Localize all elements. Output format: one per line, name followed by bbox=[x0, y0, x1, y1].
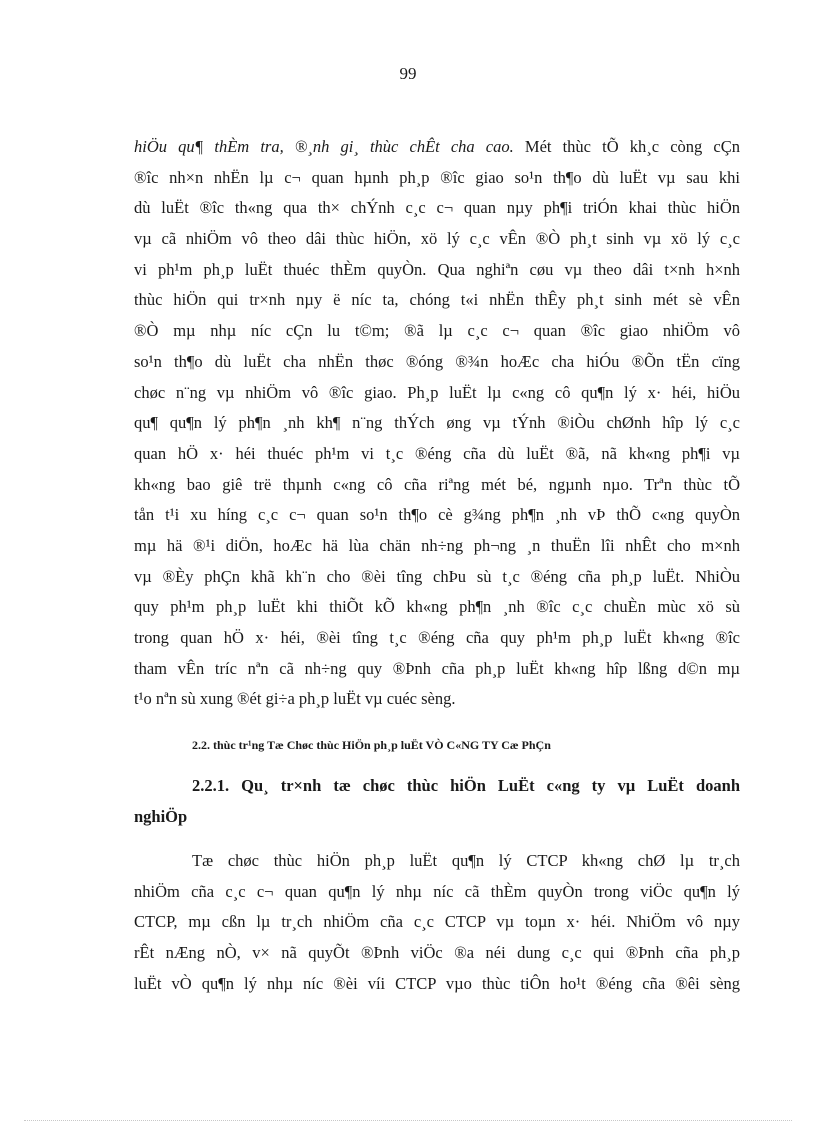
line-text: mµ hä ®¹i diÖn, hoÆc hä lùa chän nh÷ng ph¬ng ¸n thuËn lîi nhÊt cho m×nh bbox=[134, 535, 740, 555]
line-text: qu¶ qu¶n lý ph¶n ¸nh kh¶ n¨ng thÝch øng vµ tÝnh ®iÒu chØnh hîp lý c¸c bbox=[134, 413, 740, 433]
text-line bbox=[134, 132, 740, 163]
text-line bbox=[134, 500, 740, 531]
line-text: trong quan hÖ x· héi, ®èi tîng t¸c ®éng cña quy ph¹m ph¸p luËt kh«ng ®îc bbox=[134, 628, 740, 647]
text-line bbox=[134, 378, 740, 409]
text-line: CTCP, mµ cßn lµ tr¸ch nhiÖm cña c¸c CTCP vµ toµn x· héi. NhiÖm vô nµy bbox=[134, 912, 740, 932]
text-line bbox=[134, 562, 740, 593]
section-heading: 2.2. thùc tr¹ng Tæ Chøc thùc HiÖn ph¸p luËt VÒ C«NG TY Cæ PhÇn bbox=[192, 738, 551, 752]
subsection-heading-line: 2.2.1. Qu¸ tr×nh tæ chøc thùc hiÖn LuËt c«ng ty vµ LuËt doanh bbox=[192, 776, 740, 795]
line-text: tham vÊn tríc nªn cã nh÷ng quy ®Þnh cña ph¸p luËt kh«ng hîp lßng d©n mµ bbox=[134, 658, 740, 678]
text-line: luËt vÒ qu¶n lý nhµ níc ®èi víi CTCP vµo thùc tiÔn ho¹t ®éng cña ®êi sèng bbox=[134, 973, 740, 993]
text-line bbox=[134, 623, 740, 654]
text-line bbox=[134, 408, 740, 439]
text-line: rÊt nÆng nÒ, v× nã quyÕt ®Þnh viÖc ®a néi dung c¸c qui ®Þnh cña ph¸p bbox=[134, 943, 740, 963]
text-line bbox=[134, 193, 740, 224]
text-line bbox=[134, 163, 740, 194]
line-text: dù luËt ®îc th«ng qua th× chÝnh c¸c c¬ quan nµy ph¶i triÓn khai thùc hiÖn bbox=[134, 198, 740, 218]
body-paragraph bbox=[134, 846, 740, 999]
line-text: thùc hiÖn qui tr×nh nµy ë níc ta, chóng t«i nhËn thÊy ph¸t sinh mét sè vÊn bbox=[134, 290, 740, 310]
text-line bbox=[134, 285, 740, 316]
text-line: Tæ chøc thùc hiÖn ph¸p luËt qu¶n lý CTCP kh«ng chØ lµ tr¸ch bbox=[192, 851, 740, 870]
text-line: nhiÖm cña c¸c c¬ quan qu¶n lý nhµ níc cã thÈm quyÒn trong viÖc qu¶n lý bbox=[134, 881, 740, 901]
text-line bbox=[134, 439, 740, 470]
line-text: vµ ®Èy phÇn khã kh¨n cho ®èi tîng chÞu sù t¸c ®éng cña ph¸p luËt. NhiÒu bbox=[134, 566, 740, 586]
body-paragraph bbox=[134, 132, 740, 715]
page-bottom-rule bbox=[24, 1120, 792, 1121]
line-text: tån t¹i xu híng c¸c c¬ quan so¹n th¶o cè g¾ng ph¶n ¸nh vÞ thÕ c«ng quyÒn bbox=[134, 505, 740, 525]
subsection-heading bbox=[134, 771, 740, 832]
line-text: vi ph¹m ph¸p luËt thuéc thÈm quyÒn. Qua nghiªn cøu vµ theo dâi t×nh h×nh bbox=[134, 259, 740, 279]
line-text: t¹o nªn sù xung ®ét gi÷a ph¸p luËt vµ cuéc sèng. bbox=[134, 689, 456, 709]
text-line bbox=[134, 347, 740, 378]
line-text: quan hÖ x· héi thuéc ph¹m vi t¸c ®éng cña dù luËt ®ã, nã kh«ng ph¶i vµ bbox=[134, 443, 740, 463]
text-line bbox=[134, 316, 740, 347]
line-text: so¹n th¶o dù luËt cha nhËn thøc ®óng ®¾n hoÆc cha hiÓu ®Õn tËn cïng bbox=[134, 351, 740, 371]
text-line bbox=[134, 531, 740, 562]
text-line bbox=[134, 592, 740, 623]
text-line bbox=[134, 470, 740, 501]
text-line bbox=[134, 654, 740, 685]
text-line bbox=[134, 224, 740, 255]
text-line bbox=[134, 255, 740, 286]
line-text: Mét thùc tÕ kh¸c còng cÇn bbox=[513, 137, 740, 156]
line-text: ®îc nh×n nhËn lµ c¬ quan hµnh ph¸p ®îc giao so¹n th¶o dù luËt vµ sau khi bbox=[134, 167, 740, 187]
line-text: quy ph¹m ph¸p luËt khi thiÕt kÕ kh«ng ph¶n ¸nh ®îc c¸c chuÈn mùc xö sù bbox=[134, 597, 740, 617]
line-text: chøc n¨ng vµ nhiÖm vô ®îc giao. Ph¸p luËt lµ c«ng cô qu¶n lý x· héi, hiÖu bbox=[134, 382, 740, 402]
line-text: vµ cã nhiÖm vô theo dâi thùc hiÖn, xö lý c¸c vÊn ®Ò ph¸t sinh vµ xö lý c¸c bbox=[134, 229, 740, 249]
page-number: 99 bbox=[399, 64, 417, 83]
text-line bbox=[134, 684, 740, 715]
subsection-heading-line: nghiÖp bbox=[134, 806, 188, 826]
italic-text: hiÖu qu¶ thÈm tra, ®¸nh gi¸ thùc chÊt cha cao. bbox=[134, 137, 514, 156]
line-text: ®Ò mµ nhµ níc cÇn lu t©m; ®ã lµ c¸c c¬ quan ®îc giao nhiÖm vô bbox=[134, 321, 740, 341]
line-text: kh«ng bao giê trë thµnh c«ng cô cña riªng mét bé, ngµnh nµo. Trªn thùc tÕ bbox=[134, 474, 740, 494]
